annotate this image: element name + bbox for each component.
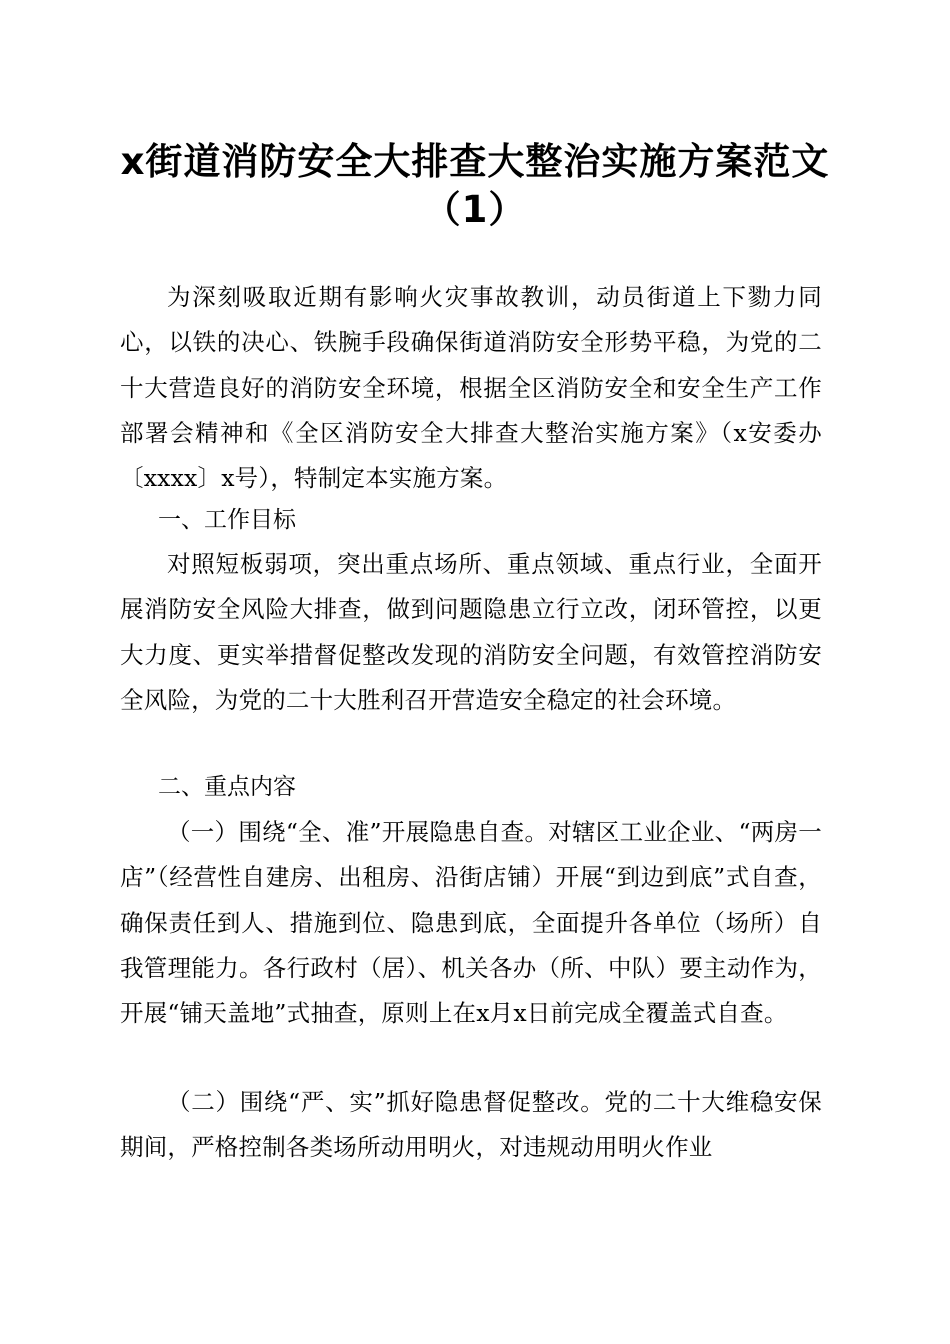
- intro-paragraph: 为深刻吸取近期有影响火灾事故教训，动员街道上下勠力同心，以铁的决心、铁腕手段确保街道消防安全形势平稳，为党的二十大营造良好的消防安全环境，根据全区消防安全和安全生产工作部署会精神和《全区消防安全大排查大整治实施方案》（x安委办〔xxxx〕x号），特制定本实施方案。: [120, 283, 822, 493]
- goals-paragraph: 对照短板弱项，突出重点场所、重点领域、重点行业，全面开展消防安全风险大排查，做到问题隐患立行立改，闭环管控，以更大力度、更实举措督促整改发现的消防安全问题，有效管控消防安全风险，为党的二十大胜利召开营造安全稳定的社会环境。: [120, 550, 822, 714]
- key-content-item-1: （一）围绕“全、准”开展隐患自查。对辖区工业企业、“两房一店”（经营性自建房、出租房、沿街店铺）开展“到边到底”式自查，确保责任到人、措施到位、隐患到底，全面提升各单位（场所）自我管理能力。各行政村（居）、机关各办（所、中队）要主动作为，开展“铺天盖地”式抽查，原则上在x月x日前完成全覆盖式自查。: [120, 818, 822, 1028]
- key-content-item-2: （二）围绕“严、实”抓好隐患督促整改。党的二十大维稳安保期间，严格控制各类场所动用明火，对违规动用明火作业: [120, 1088, 822, 1162]
- section-heading-goals: 一、工作目标: [158, 507, 296, 533]
- section-heading-key-content: 二、重点内容: [158, 774, 296, 800]
- document-title-number: （1）: [423, 188, 527, 231]
- document-title: x街道消防安全大排查大整治实施方案范文: [120, 140, 830, 183]
